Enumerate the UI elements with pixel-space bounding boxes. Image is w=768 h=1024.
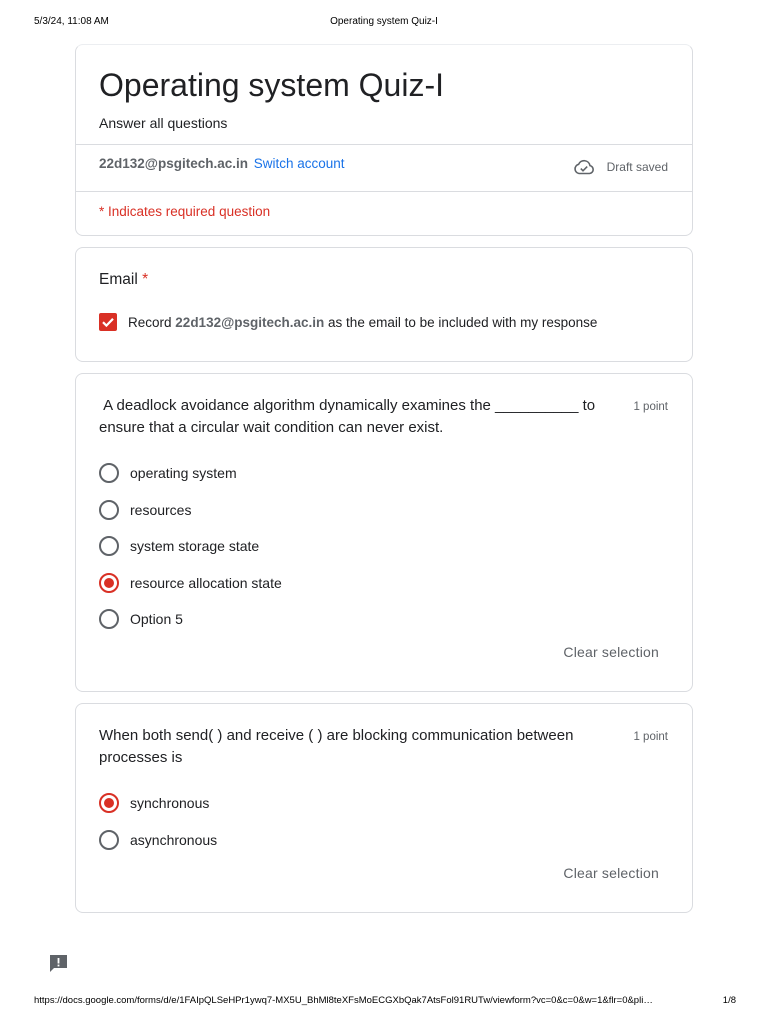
radio-button-selected[interactable]: [99, 793, 119, 813]
option-label: resource allocation state: [130, 574, 282, 591]
print-title: Operating system Quiz-I: [330, 16, 438, 27]
radio-button[interactable]: [99, 830, 119, 850]
clear-selection-button[interactable]: Clear selection: [563, 644, 659, 660]
radio-option[interactable]: [99, 565, 282, 602]
account-email: 22d132@psgitech.ac.in: [99, 156, 248, 171]
radio-option[interactable]: [99, 455, 282, 492]
question-points: 1 point: [633, 731, 668, 743]
radio-button[interactable]: [99, 463, 119, 483]
question-card: [75, 373, 693, 692]
options-list: [99, 455, 282, 638]
option-label: system storage state: [130, 538, 260, 555]
page-number: 1/8: [722, 995, 736, 1006]
options-list: [99, 785, 217, 858]
divider: [76, 144, 692, 145]
radio-option[interactable]: [99, 528, 282, 565]
cloud-check-icon: [573, 159, 595, 175]
draft-status-text: Draft saved: [606, 160, 668, 174]
clear-selection-button[interactable]: Clear selection: [563, 865, 659, 881]
radio-button[interactable]: [99, 609, 119, 629]
report-issue-icon: [48, 953, 69, 974]
question-text: When both send( ) and receive ( ) are blocking communication between processes is: [99, 727, 574, 766]
radio-option[interactable]: [99, 601, 282, 638]
print-footer: [0, 995, 768, 1009]
radio-option[interactable]: [99, 785, 217, 822]
email-label: Email: [99, 271, 138, 288]
radio-button-selected[interactable]: [99, 573, 119, 593]
record-suffix: as the email to be included with my response: [328, 314, 598, 330]
form-title: Operating system Quiz-I: [99, 67, 444, 103]
record-prefix: Record: [128, 314, 172, 330]
record-email: 22d132@psgitech.ac.in: [175, 314, 325, 330]
checkmark-icon: [101, 315, 115, 329]
radio-button[interactable]: [99, 536, 119, 556]
option-label: synchronous: [130, 795, 210, 812]
switch-account-link[interactable]: Switch account: [253, 156, 345, 171]
record-email-row[interactable]: [99, 313, 597, 331]
record-email-checkbox[interactable]: [99, 313, 117, 331]
print-header: [0, 16, 768, 30]
radio-option[interactable]: [99, 492, 282, 529]
form-description: Answer all questions: [99, 115, 228, 131]
account-row: [99, 156, 345, 171]
report-issue-button[interactable]: [48, 953, 69, 974]
divider: [76, 191, 692, 192]
print-url: https://docs.google.com/forms/d/e/1FAIpQLSeHPr1ywq7-MX5U_BhMl8teXFsMoECGXbQak7AtsFol91RUTw/viewform?vc=0&c=0&w=1&flr=0&pli…: [34, 995, 653, 1006]
option-label: Option 5: [130, 611, 183, 628]
draft-status: [573, 159, 668, 175]
print-date: 5/3/24, 11:08 AM: [34, 16, 109, 27]
option-label: resources: [130, 501, 192, 518]
question-points: 1 point: [633, 401, 668, 413]
question-card: [75, 703, 693, 913]
email-question-card: [75, 247, 693, 362]
option-label: asynchronous: [130, 831, 218, 848]
required-note: * Indicates required question: [99, 204, 271, 219]
radio-button[interactable]: [99, 500, 119, 520]
email-question-title: [99, 269, 148, 291]
option-label: operating system: [130, 465, 237, 482]
radio-option[interactable]: [99, 822, 217, 859]
form-header-card: [75, 44, 693, 236]
required-asterisk: *: [142, 271, 149, 288]
question-text: A deadlock avoidance algorithm dynamically examines the __________ to ensure that a circular wait condition can never exist.: [99, 397, 600, 436]
